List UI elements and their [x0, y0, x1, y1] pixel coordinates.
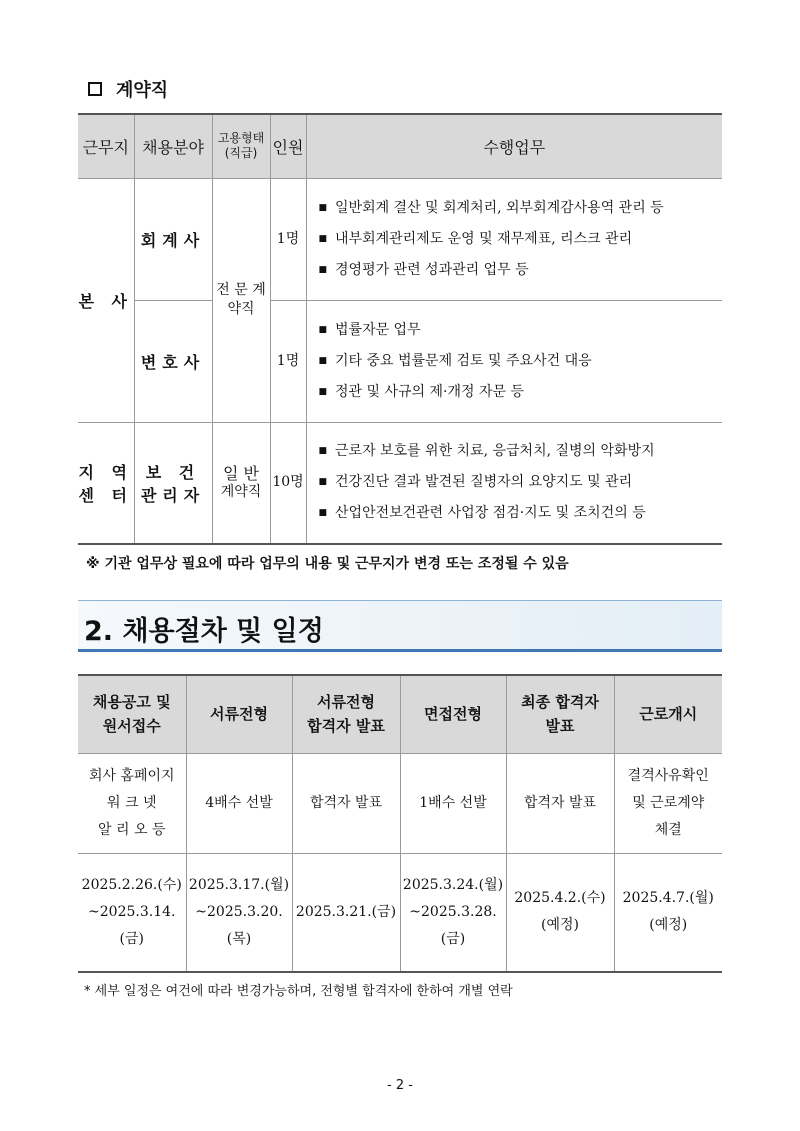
date-interview: 2025.3.24.(월) ~2025.3.28.(금): [400, 853, 506, 972]
schedule-note: * 세부 일정은 여건에 따라 변경가능하며, 전형별 합격자에 한하여 개별 연락: [84, 984, 513, 999]
section-banner: [78, 600, 722, 652]
header-employment-type: [212, 114, 270, 178]
accountant-field: 회계사: [134, 178, 212, 300]
accountant-count: 1명: [270, 178, 306, 300]
contract-title-text: 계약직: [116, 80, 169, 101]
header-document-screening: 서류전형: [186, 675, 292, 753]
square-bullet-icon: ■: [318, 508, 328, 519]
procedure-title: 2. 채용절차 및 일정: [84, 616, 324, 647]
date-announcement: 2025.2.26.(수) ~2025.3.14.(금): [78, 853, 186, 972]
regional-count: 10명: [270, 422, 306, 544]
header-type-line2: (직급): [224, 146, 258, 161]
square-bullet-icon: ■: [318, 446, 328, 457]
list-item: ■ 근로자 보호를 위한 치료, 응급처치, 질병의 악화방지: [318, 443, 655, 460]
list-item: ■ 일반회계 결산 및 회계처리, 외부회계감사용역 관리 등: [318, 199, 664, 216]
step-document-result: 합격자 발표: [292, 753, 400, 853]
header-field: 채용분야: [134, 114, 212, 178]
header-document-result: 서류전형 합격자 발표: [292, 675, 400, 753]
date-document-result: 2025.3.21.(금): [292, 853, 400, 972]
square-bullet-icon: ■: [318, 324, 328, 335]
step-start-work: 결격사유확인 및 근로계약 체결: [614, 753, 722, 853]
header-duties: 수행업무: [306, 114, 722, 178]
table-row: [78, 300, 722, 422]
step-final-result: 합격자 발표: [506, 753, 614, 853]
square-bullet-icon: ■: [318, 202, 328, 213]
header-type-line1: 고용형태: [217, 131, 265, 146]
table-header-row: [78, 114, 722, 178]
list-item: ■ 기타 중요 법률문제 검토 및 주요사건 대응: [318, 352, 592, 369]
step-interview: 1배수 선발: [400, 753, 506, 853]
table-header-row: [78, 675, 722, 753]
square-bullet-icon: ■: [318, 355, 328, 366]
header-interview: 면접전형: [400, 675, 506, 753]
hq-employment-type: 전 문 계약직: [212, 178, 270, 422]
regional-location: 지 역 센 터: [78, 422, 134, 544]
table-row: [78, 753, 722, 853]
header-announcement: 채용공고 및 원서접수: [78, 675, 186, 753]
regional-field: 보 건 관리자: [134, 422, 212, 544]
header-location: 근무지: [78, 114, 134, 178]
header-count: 인원: [270, 114, 306, 178]
lawyer-duties: [306, 300, 722, 422]
list-item: ■ 산업안전보건관련 사업장 점검·지도 및 조치건의 등: [318, 505, 646, 522]
contract-positions-table: [78, 113, 722, 545]
lawyer-field: 변호사: [134, 300, 212, 422]
checkbox-square-icon: [88, 82, 102, 96]
schedule-table: [78, 674, 722, 973]
square-bullet-icon: ■: [318, 233, 328, 244]
step-document-screening: 4배수 선발: [186, 753, 292, 853]
accountant-duties: [306, 178, 722, 300]
list-item: ■ 정관 및 사규의 제·개정 자문 등: [318, 383, 525, 400]
table-row: [78, 422, 722, 544]
step-announcement: 회사 홈페이지 워 크 넷 알 리 오 등: [78, 753, 186, 853]
regional-duties: [306, 422, 722, 544]
table-row: [78, 853, 722, 972]
header-start-work: 근로개시: [614, 675, 722, 753]
contract-note: ※ 기관 업무상 필요에 따라 업무의 내용 및 근무지가 변경 또는 조정될 수 있음: [86, 556, 569, 572]
regional-employment-type: 일 반 계약직: [212, 422, 270, 544]
date-start-work: 2025.4.7.(월) (예정): [614, 853, 722, 972]
list-item: ■ 건강진단 결과 발견된 질병자의 요양지도 및 관리: [318, 474, 633, 491]
table-row: [78, 178, 722, 300]
contract-section-title: [88, 76, 168, 102]
square-bullet-icon: ■: [318, 264, 328, 275]
lawyer-count: 1명: [270, 300, 306, 422]
header-final-result: 최종 합격자 발표: [506, 675, 614, 753]
hq-location: 본 사: [78, 178, 134, 422]
list-item: ■ 내부회계관리제도 운영 및 재무제표, 리스크 관리: [318, 230, 633, 247]
list-item: ■ 경영평가 관련 성과관리 업무 등: [318, 261, 529, 278]
date-document-screening: 2025.3.17.(월) ~2025.3.20.(목): [186, 853, 292, 972]
list-item: ■ 법률자문 업무: [318, 321, 421, 338]
square-bullet-icon: ■: [318, 477, 328, 488]
page-number: - 2 -: [387, 1078, 413, 1093]
date-final-result: 2025.4.2.(수) (예정): [506, 853, 614, 972]
square-bullet-icon: ■: [318, 386, 328, 397]
